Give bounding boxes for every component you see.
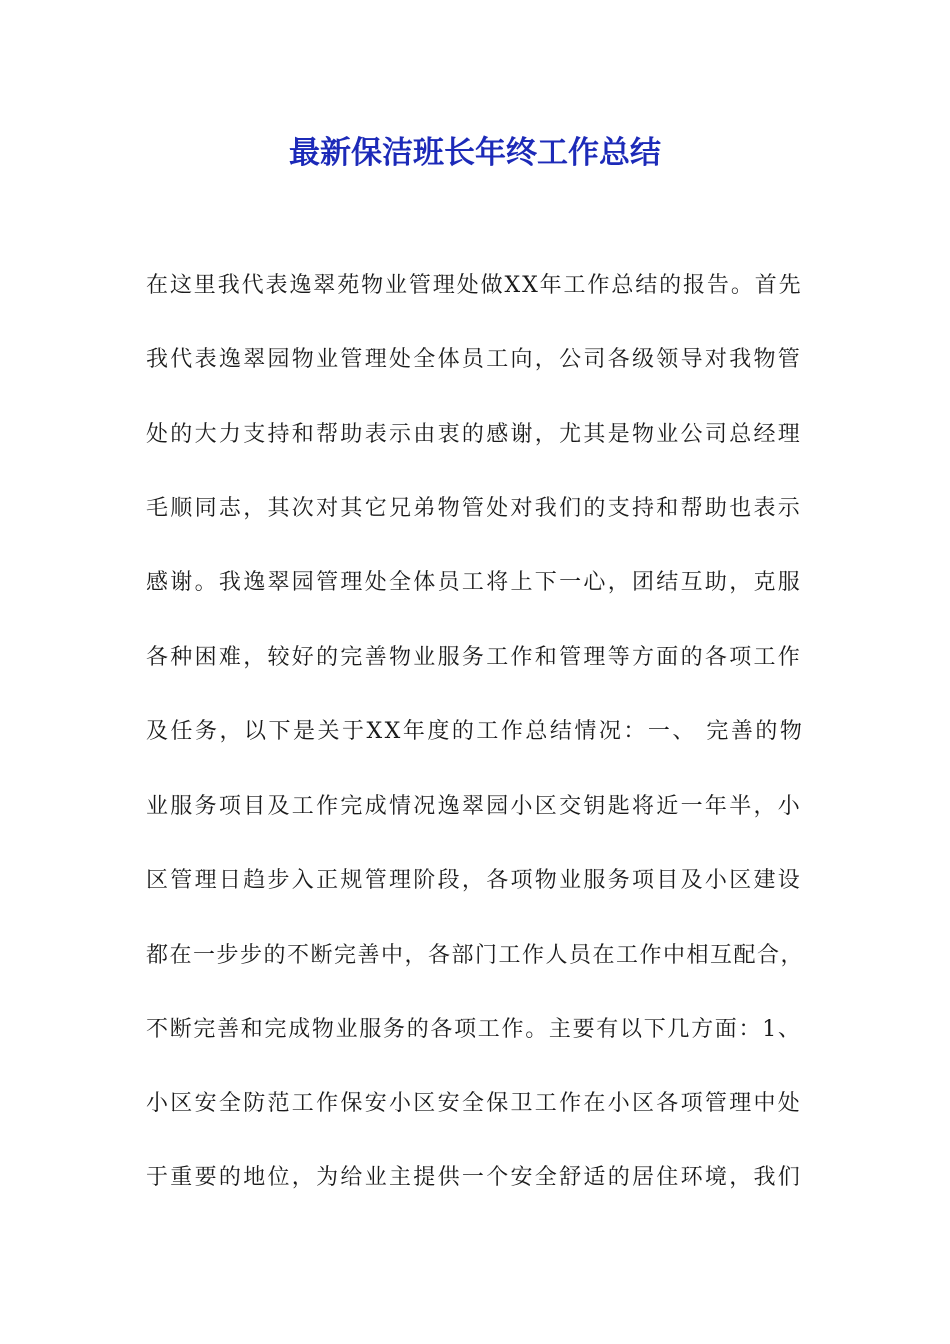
body-line-13: 于重要的地位，为给业主提供一个安全舒适的居住环境，我们 [146, 1165, 803, 1190]
body-line-9: 区管理日趋步入正规管理阶段，各项物业服务项目及小区建设 [146, 868, 803, 893]
body-line-12: 小区安全防范工作保安小区安全保卫工作在小区各项管理中处 [146, 1091, 803, 1116]
document-title: 最新保洁班长年终工作总结 [289, 135, 661, 171]
body-line-5: 感谢。我逸翠园管理处全体员工将上下一心，团结互助，克服 [146, 570, 803, 595]
body-line-3: 处的大力支持和帮助表示由衷的感谢，尤其是物业公司总经理 [146, 422, 803, 447]
body-line-2: 我代表逸翠园物业管理处全体员工向，公司各级领导对我物管 [146, 347, 803, 372]
body-line-1: 在这里我代表逸翠苑物业管理处做XX年工作总结的报告。首先 [146, 273, 803, 298]
body-line-4: 毛顺同志，其次对其它兄弟物管处对我们的支持和帮助也表示 [146, 496, 803, 521]
body-line-6: 各种困难，较好的完善物业服务工作和管理等方面的各项工作 [146, 645, 803, 670]
body-line-7: 及任务，以下是关于XX年度的工作总结情况：一、 完善的物 [146, 719, 805, 744]
body-line-10: 都在一步步的不断完善中，各部门工作人员在工作中相互配合， [146, 943, 805, 968]
body-line-8: 业服务项目及工作完成情况逸翠园小区交钥匙将近一年半，小 [146, 794, 803, 819]
body-line-11: 不断完善和完成物业服务的各项工作。主要有以下几方面：1、 [146, 1017, 802, 1042]
